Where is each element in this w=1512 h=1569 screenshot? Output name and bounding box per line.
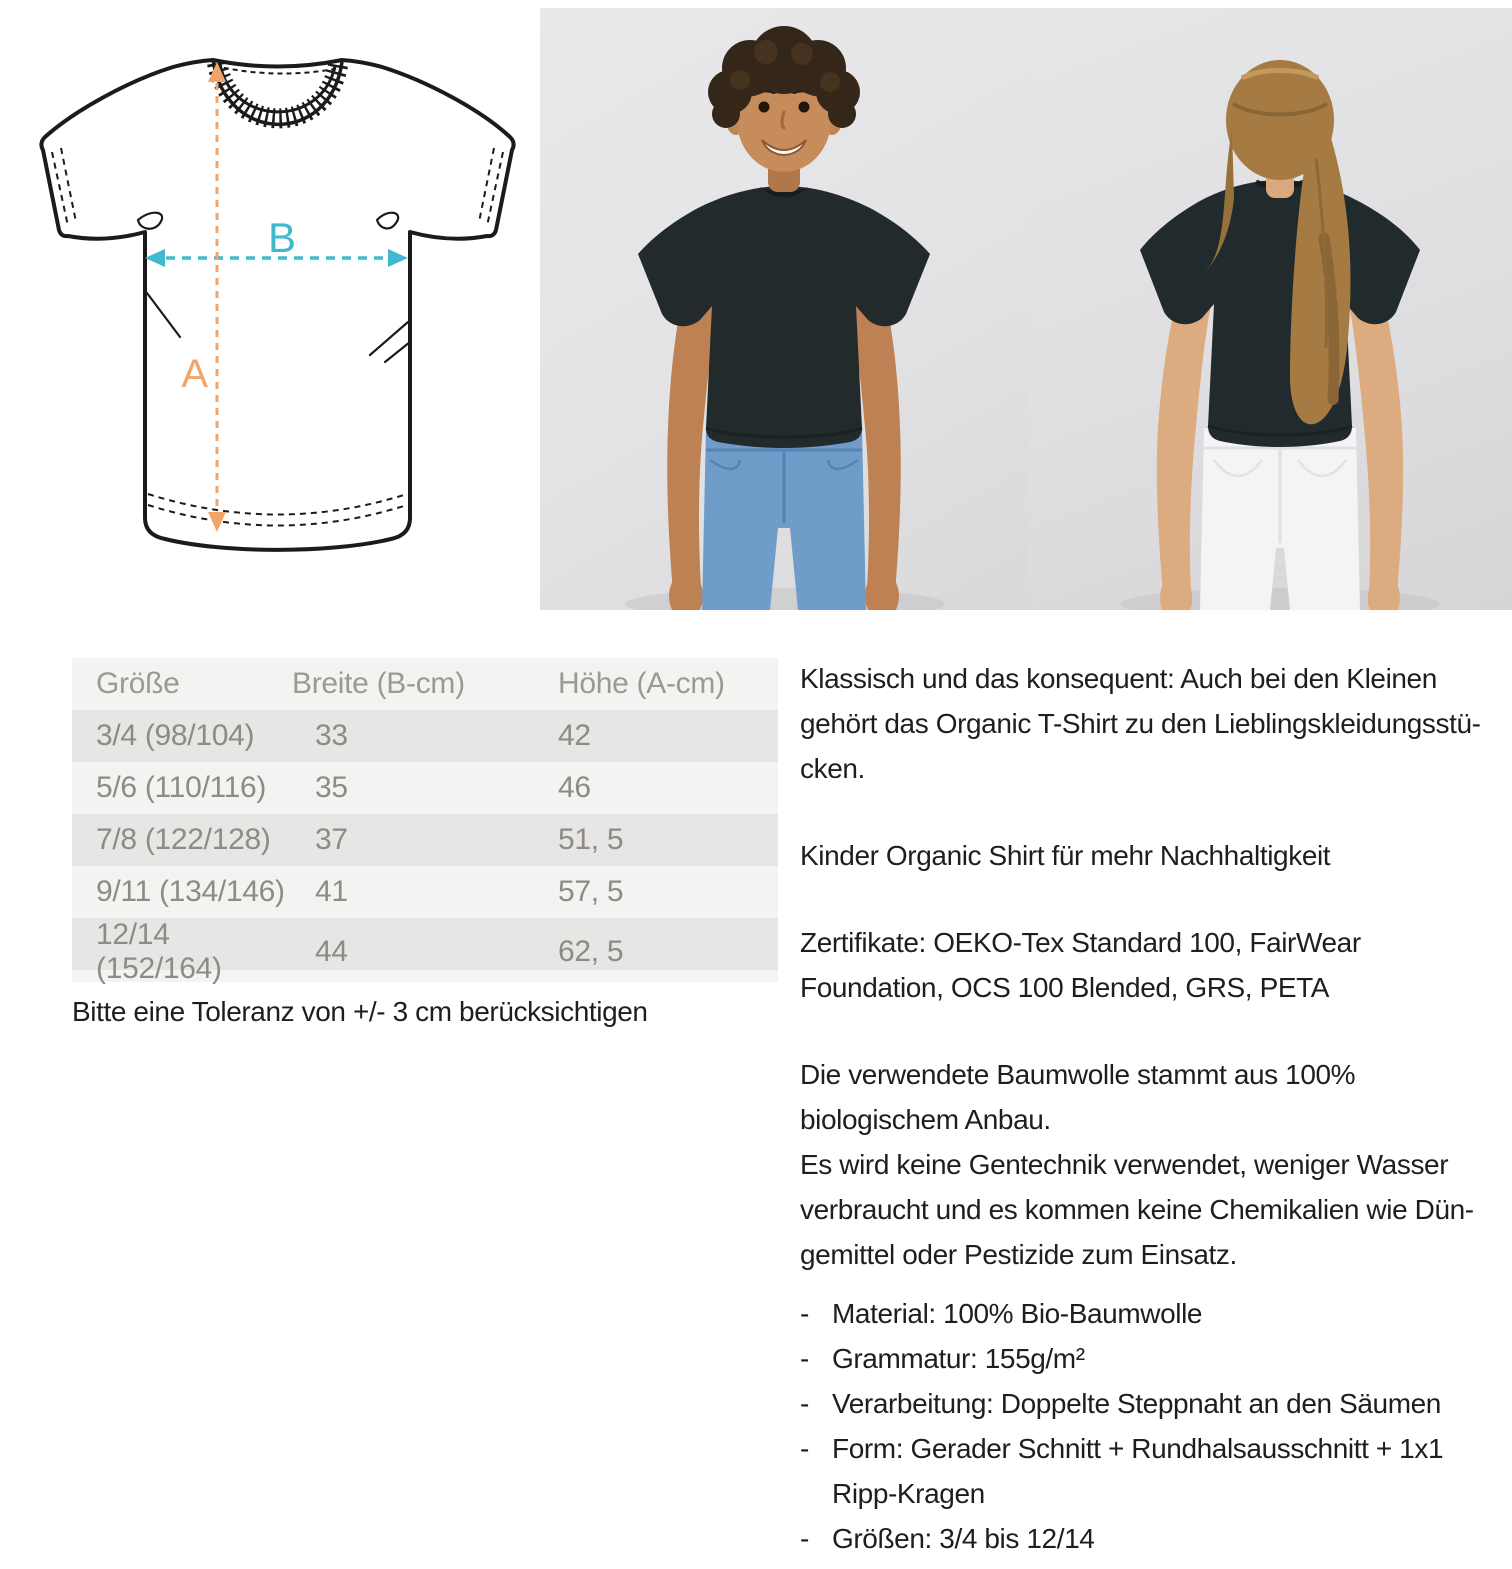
spec-list-item [800,1381,1495,1426]
size-table [72,658,778,985]
size-table-header-row [72,658,778,710]
spec-list-item [800,1516,1495,1561]
height-label: A [181,352,208,396]
size-cell: 46 [558,771,591,804]
boy-jeans [702,428,866,610]
size-cell: 57, 5 [558,875,624,908]
spec-list-item [800,1291,1495,1336]
boy-front-illustration [540,8,1028,610]
spec-text: Material: 100% Bio-Baumwolle [832,1298,1203,1329]
size-row [72,814,778,866]
size-cell: 62, 5 [558,935,624,968]
size-cell: 44 [315,935,348,968]
boy-head [708,26,860,192]
size-row [72,710,778,762]
spec-text: Verarbeitung: Doppelte Steppnaht an den Säumen [832,1388,1441,1419]
size-cell: 42 [558,719,591,752]
size-cell: 12/14 (152/164) [96,918,222,985]
width-label: B [267,214,297,261]
description-paragraph: Zertifikate: OEKO-Tex Standard 100, FairWear Foundation, OCS 100 Blended, GRS, PETA [800,927,1361,1003]
column-header-height: Höhe (A-cm) [558,667,725,700]
size-row [72,762,778,814]
spec-text: Größen: 3/4 bis 12/14 [832,1523,1095,1554]
spec-list-item [800,1426,1495,1516]
spec-text: Grammatur: 155g/m² [832,1343,1085,1374]
size-row [72,866,778,918]
tshirt-outline [41,60,513,550]
description-paragraph: Klassisch und das konsequent: Auch bei den Kleinen gehört das Organic T-Shirt zu den Lieblingskleidungsstücken. [800,663,1481,784]
bullet-dash: - [800,1523,809,1554]
spec-list-item [800,1336,1495,1381]
description-paragraph: Die verwendete Baumwolle stammt aus 100% biologischem Anbau. [800,1059,1356,1135]
size-cell: 7/8 (122/128) [96,823,271,856]
model-photo-front [540,8,1028,610]
product-description [800,656,1495,1561]
girl-back-illustration [1028,8,1512,610]
bullet-dash: - [800,1343,809,1374]
size-row [72,918,778,985]
column-header-width: Breite (B-cm) [292,667,465,700]
bullet-dash: - [800,1433,809,1464]
size-cell: 33 [315,719,348,752]
tolerance-note: Bitte eine Toleranz von +/- 3 cm berücksichtigen [72,996,648,1027]
spec-list [800,1291,1495,1561]
size-cell: 37 [315,823,348,856]
size-cell: 9/11 (134/146) [96,875,285,908]
tshirt-measurement-diagram [30,40,530,600]
size-cell: 35 [315,771,348,804]
column-header-size: Größe [96,667,180,700]
size-cell: 5/6 (110/116) [96,771,267,804]
model-photo-back [1028,8,1512,610]
bullet-dash: - [800,1298,809,1329]
bullet-dash: - [800,1388,809,1419]
size-cell: 41 [315,875,348,908]
description-paragraph: Kinder Organic Shirt für mehr Nachhaltigkeit [800,840,1331,871]
description-paragraph: Es wird keine Gentechnik verwendet, weniger Wasser verbraucht und es kommen keine Chemikalien wie Düngemittel oder Pestizide zum Einsatz. [800,1149,1475,1270]
spec-text: Form: Gerader Schnitt + Rundhalsausschnitt + 1x1 Ripp-Kragen [832,1433,1444,1509]
size-cell: 3/4 (98/104) [96,719,255,752]
girl-pants [1200,428,1360,610]
size-cell: 51, 5 [558,823,624,856]
